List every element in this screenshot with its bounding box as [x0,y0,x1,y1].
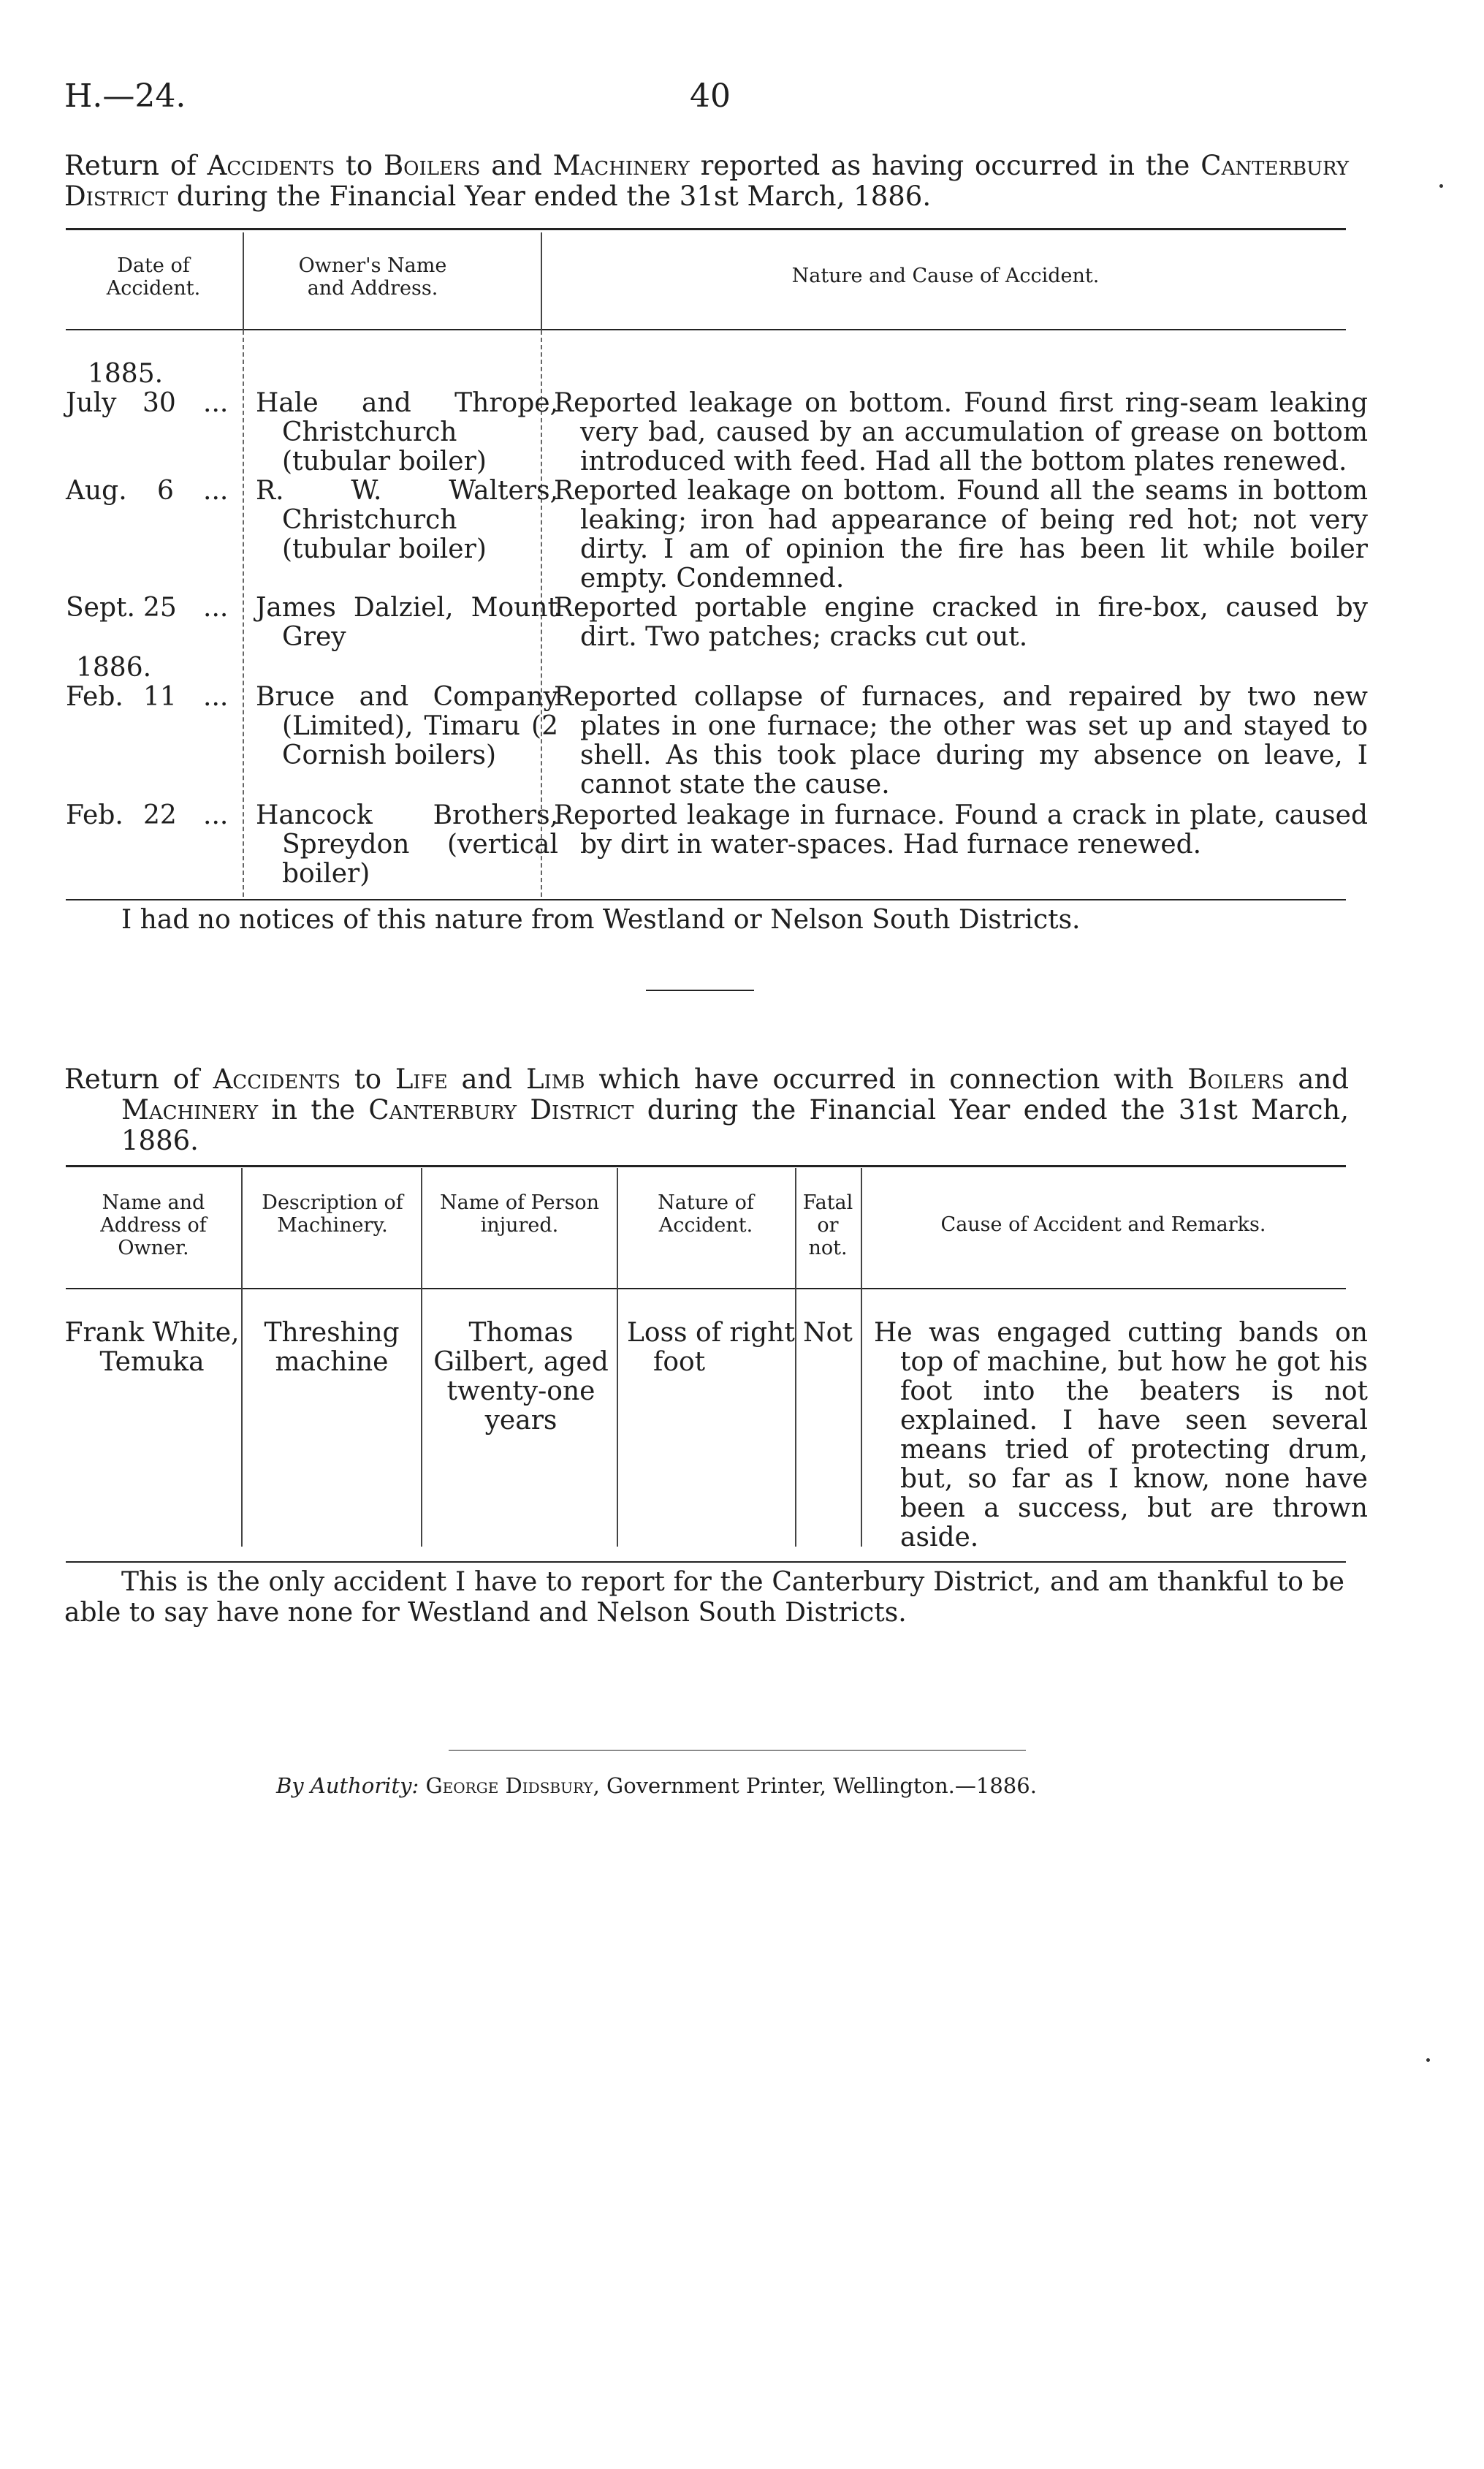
table2-cell-nature: Loss of right foot [627,1318,795,1377]
table1-row-owner: Hancock Brothers, Spreydon (vertical boiler) [256,800,558,889]
title-text: to [340,1063,395,1095]
table1-row-leader: ... [203,593,229,623]
table1-row-date-month: Feb. [66,682,123,712]
title-text: and [480,150,553,181]
table1-row-date-month: July [66,388,117,418]
title-word: Life [395,1063,448,1095]
title-text: during the Financial Year ended the 31st March, 1886. [168,181,932,212]
table1-row-date-day: 30 [142,388,176,418]
title-text: and [1284,1063,1350,1095]
table2-header-nature: Nature of Accident. [658,1191,754,1237]
table1-row-date-month: Sept. [66,593,135,623]
table1-header-rule [66,329,1346,330]
table2-col-rule [861,1168,862,1547]
table2-header-machinery: Description of Machinery. [262,1191,403,1237]
table1-row-leader: ... [203,388,229,418]
table1-col-rule [243,330,244,897]
document-reference: H.—24. [64,77,186,115]
table1-row-leader: ... [203,476,229,506]
page-number: 40 [690,77,731,115]
table1-header-owner: Owner's Name and Address. [298,254,447,300]
title-text: during the Financial Year ended the 31st March, 1886. [121,1094,1350,1156]
title-word: Canterbury District [368,1094,634,1126]
title-word: Machinery [121,1094,259,1126]
title-text: of [159,150,208,181]
table2-cell-person: Thomas Gilbert, aged twenty-one years [433,1318,609,1435]
title-word: Accidents [207,150,335,181]
table1-row-date-day: 11 [143,682,177,712]
table1-col-rule [243,232,244,330]
table1-title [64,151,1349,212]
table2-cell-owner: Frank White, Temuka [64,1318,240,1377]
table1-row-date-day: 6 [157,476,174,506]
table1-row-owner: James Dalziel, Mount Grey [256,593,558,652]
footer-printer-name: George Didsbury [425,1773,593,1798]
table2-cell-cause: He was engaged cutting bands on top of machine, but how he got his foot into the beaters is not explained. I have seen several means tried of protecting drum, but, so far as I know, none have been a success, but are thrown aside. [874,1318,1368,1552]
footer-rule [449,1750,1026,1751]
title-text: reported as having occurred in the [689,150,1201,181]
table1-bottom-rule [66,899,1346,900]
title-text: in the [258,1094,369,1126]
title-text: of [159,1063,213,1095]
table1-year: 1886. [76,653,152,683]
title-text: to [335,150,384,181]
table2-header-rule [66,1288,1346,1289]
table1-row-owner: Hale and Thrope, Christchurch (tubular boiler) [256,388,558,477]
title-text: which have occurred in connection with [585,1063,1188,1095]
speck [1426,2058,1430,2062]
title-word: Boilers [1187,1063,1285,1095]
table1-row-leader: ... [203,682,229,712]
table1-row-nature: Reported leakage on bottom. Found first ring-seam leaking very bad, caused by an accumulation of grease on bottom introduced with feed. Had all the bottom plates renewed. [554,388,1368,477]
table1-note: I had no notices of this nature from Westland or Nelson South Districts. [121,905,1081,935]
title-word: Machinery [552,150,690,181]
title-text: and [447,1063,526,1095]
title-word: Accidents [213,1063,341,1095]
table1-row-owner: Bruce and Company (Limited), Timaru (2 Cornish boilers) [256,682,558,770]
table2-header-owner: Name and Address of Owner. [100,1191,207,1259]
printer-imprint [276,1773,1153,1798]
table2-cell-fatal: Not [803,1318,853,1348]
table2-bottom-rule [66,1561,1346,1563]
title-word: Canterbury District [64,150,1349,212]
table2-title [64,1064,1349,1156]
table1-row-nature: Reported leakage on bottom. Found all the seams in bottom leaking; iron had appearance of being red hot; not very dirty. I am of opinion the fire has been lit while boiler empty. Condemned. [554,476,1368,593]
title-word: Return [64,150,159,181]
table1-year: 1885. [88,359,164,389]
speck [1439,184,1443,188]
footer-by-authority: By Authority: [276,1773,419,1798]
table1-row-date-month: Feb. [66,800,123,830]
table1-row-date-day: 22 [143,800,177,830]
table2-cell-machinery: Threshing machine [264,1318,400,1377]
table1-top-rule [66,228,1346,230]
table2-header-fatal: Fatal or not. [802,1191,853,1259]
title-word: Return [64,1063,159,1095]
table2-header-cause: Cause of Accident and Remarks. [940,1213,1266,1236]
table1-row-date-day: 25 [143,593,177,623]
table1-row-date-month: Aug. [66,476,127,506]
section-divider [646,990,754,991]
table2-note: This is the only accident I have to report for the Canterbury District, and am thankful to be able to say have none for Westland and Nelson South Districts. [64,1567,1344,1628]
table1-col-rule [541,232,542,330]
table2-col-rule [617,1168,618,1547]
table2-col-rule [421,1168,422,1547]
table1-row-nature: Reported leakage in furnace. Found a crack in plate, caused by dirt in water-spaces. Had furnace renewed. [554,800,1368,860]
table2-top-rule [66,1165,1346,1167]
table2-header-person: Name of Person injured. [439,1191,600,1237]
table1-row-nature: Reported collapse of furnaces, and repaired by two new plates in one furnace; the other was set up and stayed to shell. As this took place during my absence on leave, I cannot state the cause. [554,682,1368,800]
table1-row-nature: Reported portable engine cracked in fire-box, caused by dirt. Two patches; cracks cut out. [554,593,1368,652]
table1-row-owner: R. W. Walters, Christchurch (tubular boiler) [256,476,558,564]
table2-col-rule [241,1168,243,1547]
table1-row-leader: ... [203,800,229,830]
footer-printer-rest: , Government Printer, Wellington.—1886. [593,1773,1037,1798]
table1-header-nature: Nature and Cause of Accident. [791,265,1100,287]
table1-header-date: Date of Accident. [106,254,201,300]
title-word: Boilers [383,150,481,181]
title-word: Limb [525,1063,585,1095]
